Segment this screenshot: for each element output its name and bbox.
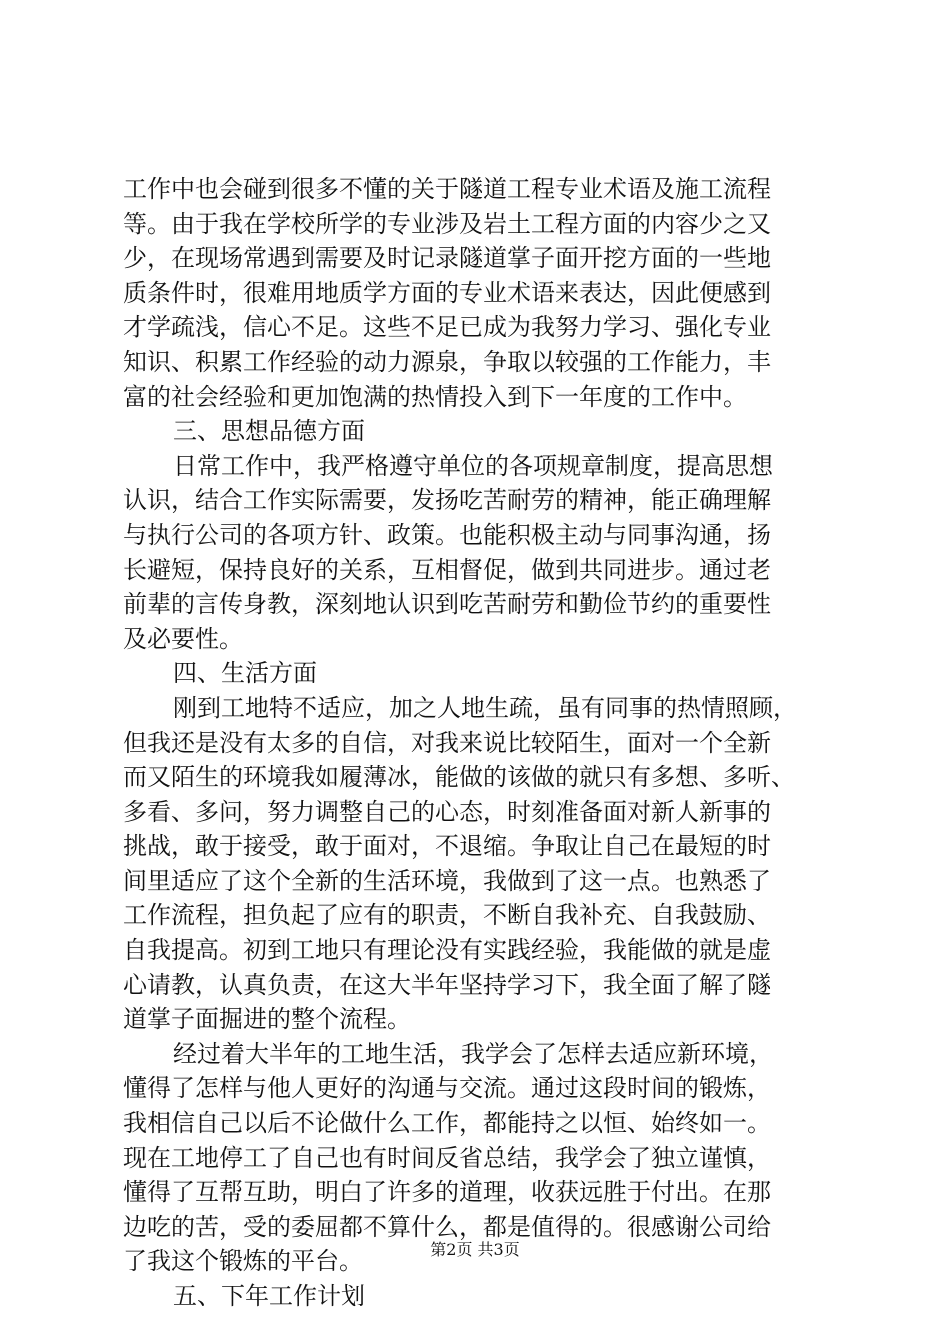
text-line: 懂得了互帮互助，明白了许多的道理，收获远胜于付出。在那 bbox=[123, 1178, 771, 1207]
text-line: 少，在现场常遇到需要及时记录隧道掌子面开挖方面的一些地 bbox=[123, 244, 771, 273]
text-line: 工作流程，担负起了应有的职责，不断自我补充、自我鼓励、 bbox=[123, 901, 771, 930]
section-heading: 四、生活方面 bbox=[173, 659, 317, 688]
text-line: 认识，结合工作实际需要，发扬吃苦耐劳的精神，能正确理解 bbox=[123, 486, 771, 515]
text-line: 而又陌生的环境我如履薄冰，能做的该做的就只有多想、多听、 bbox=[123, 763, 795, 792]
text-line: 知识、积累工作经验的动力源泉，争取以较强的工作能力，丰 bbox=[123, 347, 771, 376]
text-line: 多看、多问，努力调整自己的心态，时刻准备面对新人新事的 bbox=[123, 797, 771, 826]
text-line: 但我还是没有太多的自信，对我来说比较陌生，面对一个全新 bbox=[123, 728, 771, 757]
text-line: 挑战，敢于接受，敢于面对，不退缩。争取让自己在最短的时 bbox=[123, 832, 771, 861]
text-line: 心请教，认真负责，在这大半年坚持学习下，我全面了解了隧 bbox=[123, 970, 771, 999]
text-line: 道掌子面掘进的整个流程。 bbox=[123, 1005, 411, 1034]
text-line: 工作中也会碰到很多不懂的关于隧道工程专业术语及施工流程 bbox=[123, 175, 771, 203]
text-line: 富的社会经验和更加饱满的热情投入到下一年度的工作中。 bbox=[123, 382, 747, 411]
document-body bbox=[123, 172, 843, 1314]
text-line: 前辈的言传身教，深刻地认识到吃苦耐劳和勤俭节约的重要性 bbox=[123, 590, 771, 619]
text-line: 刚到工地特不适应，加之人地生疏，虽有同事的热情照顾， bbox=[173, 693, 797, 722]
text-line: 懂得了怎样与他人更好的沟通与交流。通过这段时间的锻炼， bbox=[123, 1074, 771, 1103]
text-line: 边吃的苦，受的委屈都不算什么，都是值得的。很感谢公司给 bbox=[123, 1212, 771, 1241]
text-line: 与执行公司的各项方针、政策。也能积极主动与同事沟通，扬 bbox=[123, 520, 771, 549]
text-line: 我相信自己以后不论做什么工作，都能持之以恒、始终如一。 bbox=[123, 1109, 771, 1138]
text-line: 现在工地停工了自己也有时间反省总结，我学会了独立谨慎， bbox=[123, 1143, 771, 1172]
text-line: 等。由于我在学校所学的专业涉及岩土工程方面的内容少之又 bbox=[123, 209, 771, 238]
text-line: 间里适应了这个全新的生活环境，我做到了这一点。也熟悉了 bbox=[123, 866, 771, 895]
text-line: 及必要性。 bbox=[123, 624, 243, 653]
text-line: 才学疏浅，信心不足。这些不足已成为我努力学习、强化专业 bbox=[123, 313, 771, 342]
section-heading: 五、下年工作计划 bbox=[173, 1282, 365, 1310]
text-line: 了我这个锻炼的平台。 bbox=[123, 1247, 363, 1276]
text-line: 长避短，保持良好的关系，互相督促，做到共同进步。通过老 bbox=[123, 555, 771, 584]
text-line: 自我提高。初到工地只有理论没有实践经验，我能做的就是虚 bbox=[123, 936, 771, 965]
text-line: 日常工作中，我严格遵守单位的各项规章制度，提高思想 bbox=[173, 451, 773, 480]
text-line: 质条件时，很难用地质学方面的专业术语来表达，因此便感到 bbox=[123, 278, 771, 307]
page-footer: 第2页 共3页 bbox=[430, 1240, 520, 1259]
text-line: 经过着大半年的工地生活，我学会了怎样去适应新环境， bbox=[173, 1039, 773, 1068]
section-heading: 三、思想品德方面 bbox=[173, 417, 365, 446]
